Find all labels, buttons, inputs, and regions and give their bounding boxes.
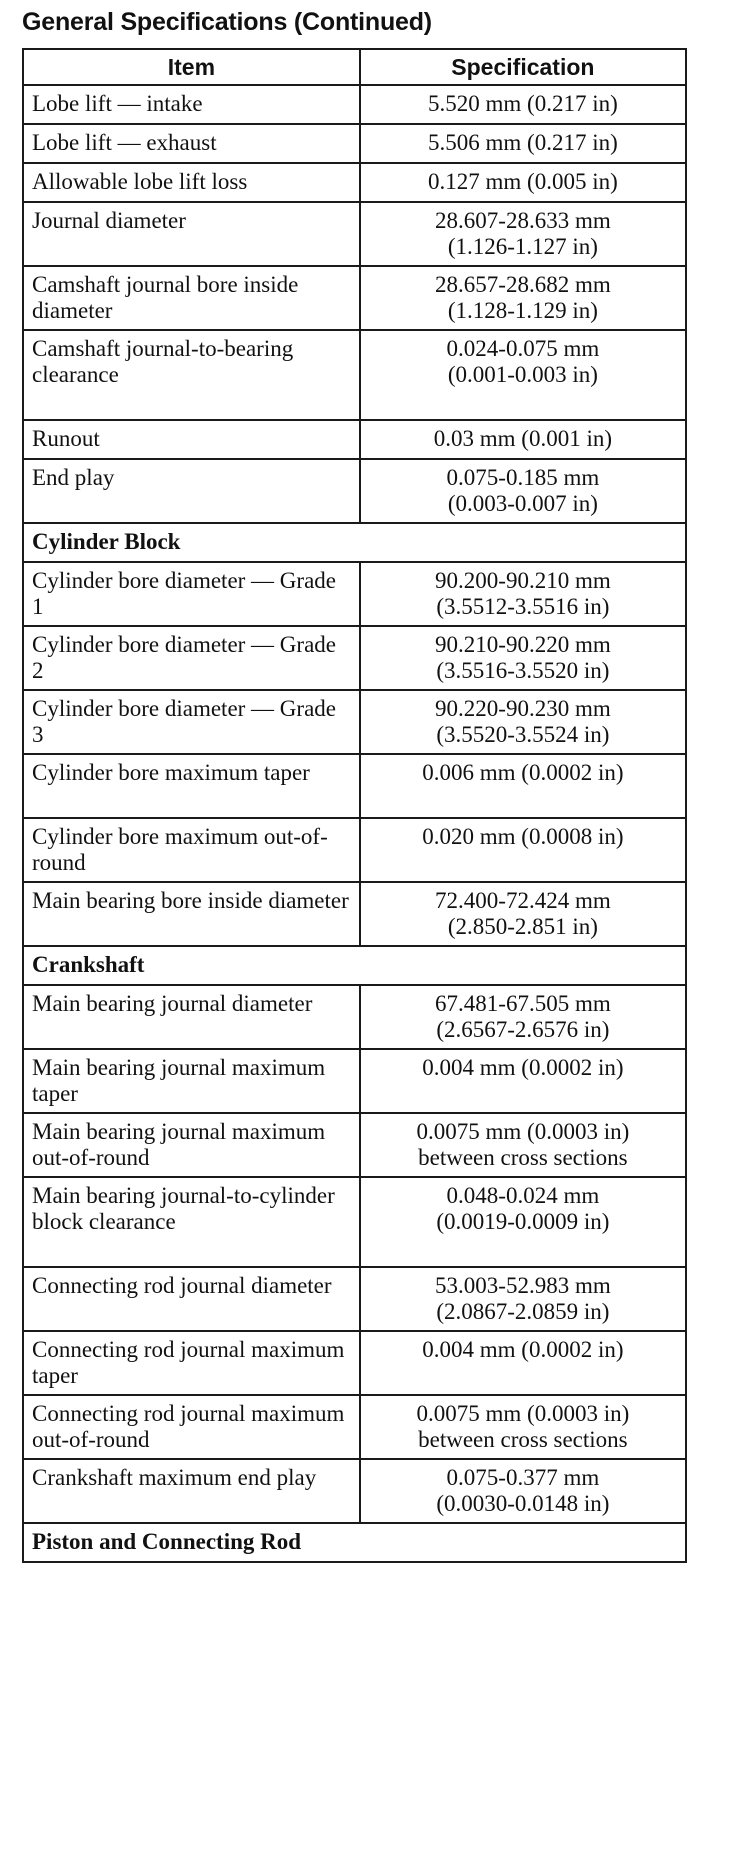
page-title: General Specifications (Continued) <box>22 8 432 36</box>
table-row <box>23 420 686 459</box>
item-cell: Crankshaft maximum end play <box>23 1459 360 1523</box>
item-cell: Main bearing journal maximum taper <box>23 1049 360 1113</box>
table-row <box>23 85 686 124</box>
table-row <box>23 562 686 626</box>
section-row <box>23 1523 686 1562</box>
spec-cell: 0.075-0.185 mm (0.003-0.007 in) <box>360 459 686 523</box>
table-row <box>23 690 686 754</box>
spec-cell: 90.200-90.210 mm (3.5512-3.5516 in) <box>360 562 686 626</box>
spec-cell: 90.210-90.220 mm (3.5516-3.5520 in) <box>360 626 686 690</box>
item-cell: Cylinder bore maximum taper <box>23 754 360 818</box>
table-row <box>23 985 686 1049</box>
specifications-table <box>22 48 687 1563</box>
section-heading-crankshaft: Crankshaft <box>23 946 686 985</box>
spec-cell: 53.003-52.983 mm (2.0867-2.0859 in) <box>360 1267 686 1331</box>
table-row <box>23 202 686 266</box>
item-cell: Main bearing bore inside diameter <box>23 882 360 946</box>
item-cell: Allowable lobe lift loss <box>23 163 360 202</box>
spec-cell: 5.506 mm (0.217 in) <box>360 124 686 163</box>
spec-cell: 5.520 mm (0.217 in) <box>360 85 686 124</box>
table-row <box>23 1267 686 1331</box>
spec-cell: 0.004 mm (0.0002 in) <box>360 1331 686 1395</box>
spec-cell: 0.048-0.024 mm (0.0019-0.0009 in) <box>360 1177 686 1267</box>
spec-cell: 0.020 mm (0.0008 in) <box>360 818 686 882</box>
table-header-row <box>23 49 686 85</box>
table-row <box>23 818 686 882</box>
table-row <box>23 1395 686 1459</box>
item-cell: Cylinder bore diameter — Grade 2 <box>23 626 360 690</box>
item-cell: Journal diameter <box>23 202 360 266</box>
spec-cell: 0.075-0.377 mm (0.0030-0.0148 in) <box>360 1459 686 1523</box>
item-cell: Connecting rod journal maximum taper <box>23 1331 360 1395</box>
table-row <box>23 754 686 818</box>
spec-cell: 67.481-67.505 mm (2.6567-2.6576 in) <box>360 985 686 1049</box>
item-cell: Runout <box>23 420 360 459</box>
table-row <box>23 1459 686 1523</box>
spec-cell: 28.607-28.633 mm (1.126-1.127 in) <box>360 202 686 266</box>
spec-cell: 72.400-72.424 mm (2.850-2.851 in) <box>360 882 686 946</box>
item-cell: Cylinder bore maximum out-of-round <box>23 818 360 882</box>
item-cell: Cylinder bore diameter — Grade 1 <box>23 562 360 626</box>
table-row <box>23 882 686 946</box>
column-header-item: Item <box>23 49 360 85</box>
spec-cell: 0.0075 mm (0.0003 in) between cross sections <box>360 1113 686 1177</box>
table-row <box>23 1113 686 1177</box>
table-row <box>23 330 686 420</box>
item-cell: End play <box>23 459 360 523</box>
table-row <box>23 1331 686 1395</box>
spec-cell: 0.004 mm (0.0002 in) <box>360 1049 686 1113</box>
table-row <box>23 626 686 690</box>
spec-cell: 28.657-28.682 mm (1.128-1.129 in) <box>360 266 686 330</box>
item-cell: Connecting rod journal maximum out-of-round <box>23 1395 360 1459</box>
section-row <box>23 523 686 562</box>
section-heading-piston-and-connecting-rod: Piston and Connecting Rod <box>23 1523 686 1562</box>
table-row <box>23 459 686 523</box>
item-cell: Connecting rod journal diameter <box>23 1267 360 1331</box>
item-cell: Main bearing journal diameter <box>23 985 360 1049</box>
item-cell: Lobe lift — intake <box>23 85 360 124</box>
item-cell: Main bearing journal-to-cylinder block clearance <box>23 1177 360 1267</box>
table-row <box>23 1049 686 1113</box>
spec-cell: 0.03 mm (0.001 in) <box>360 420 686 459</box>
item-cell: Camshaft journal-to-bearing clearance <box>23 330 360 420</box>
section-row <box>23 946 686 985</box>
item-cell: Main bearing journal maximum out-of-round <box>23 1113 360 1177</box>
table-row <box>23 124 686 163</box>
item-cell: Camshaft journal bore inside diameter <box>23 266 360 330</box>
section-heading-cylinder-block: Cylinder Block <box>23 523 686 562</box>
table-row <box>23 266 686 330</box>
spec-cell: 0.006 mm (0.0002 in) <box>360 754 686 818</box>
column-header-specification: Specification <box>360 49 686 85</box>
table-row <box>23 1177 686 1267</box>
item-cell: Lobe lift — exhaust <box>23 124 360 163</box>
spec-cell: 0.024-0.075 mm (0.001-0.003 in) <box>360 330 686 420</box>
spec-cell: 0.127 mm (0.005 in) <box>360 163 686 202</box>
spec-cell: 0.0075 mm (0.0003 in) between cross sections <box>360 1395 686 1459</box>
spec-cell: 90.220-90.230 mm (3.5520-3.5524 in) <box>360 690 686 754</box>
item-cell: Cylinder bore diameter — Grade 3 <box>23 690 360 754</box>
table-row <box>23 163 686 202</box>
